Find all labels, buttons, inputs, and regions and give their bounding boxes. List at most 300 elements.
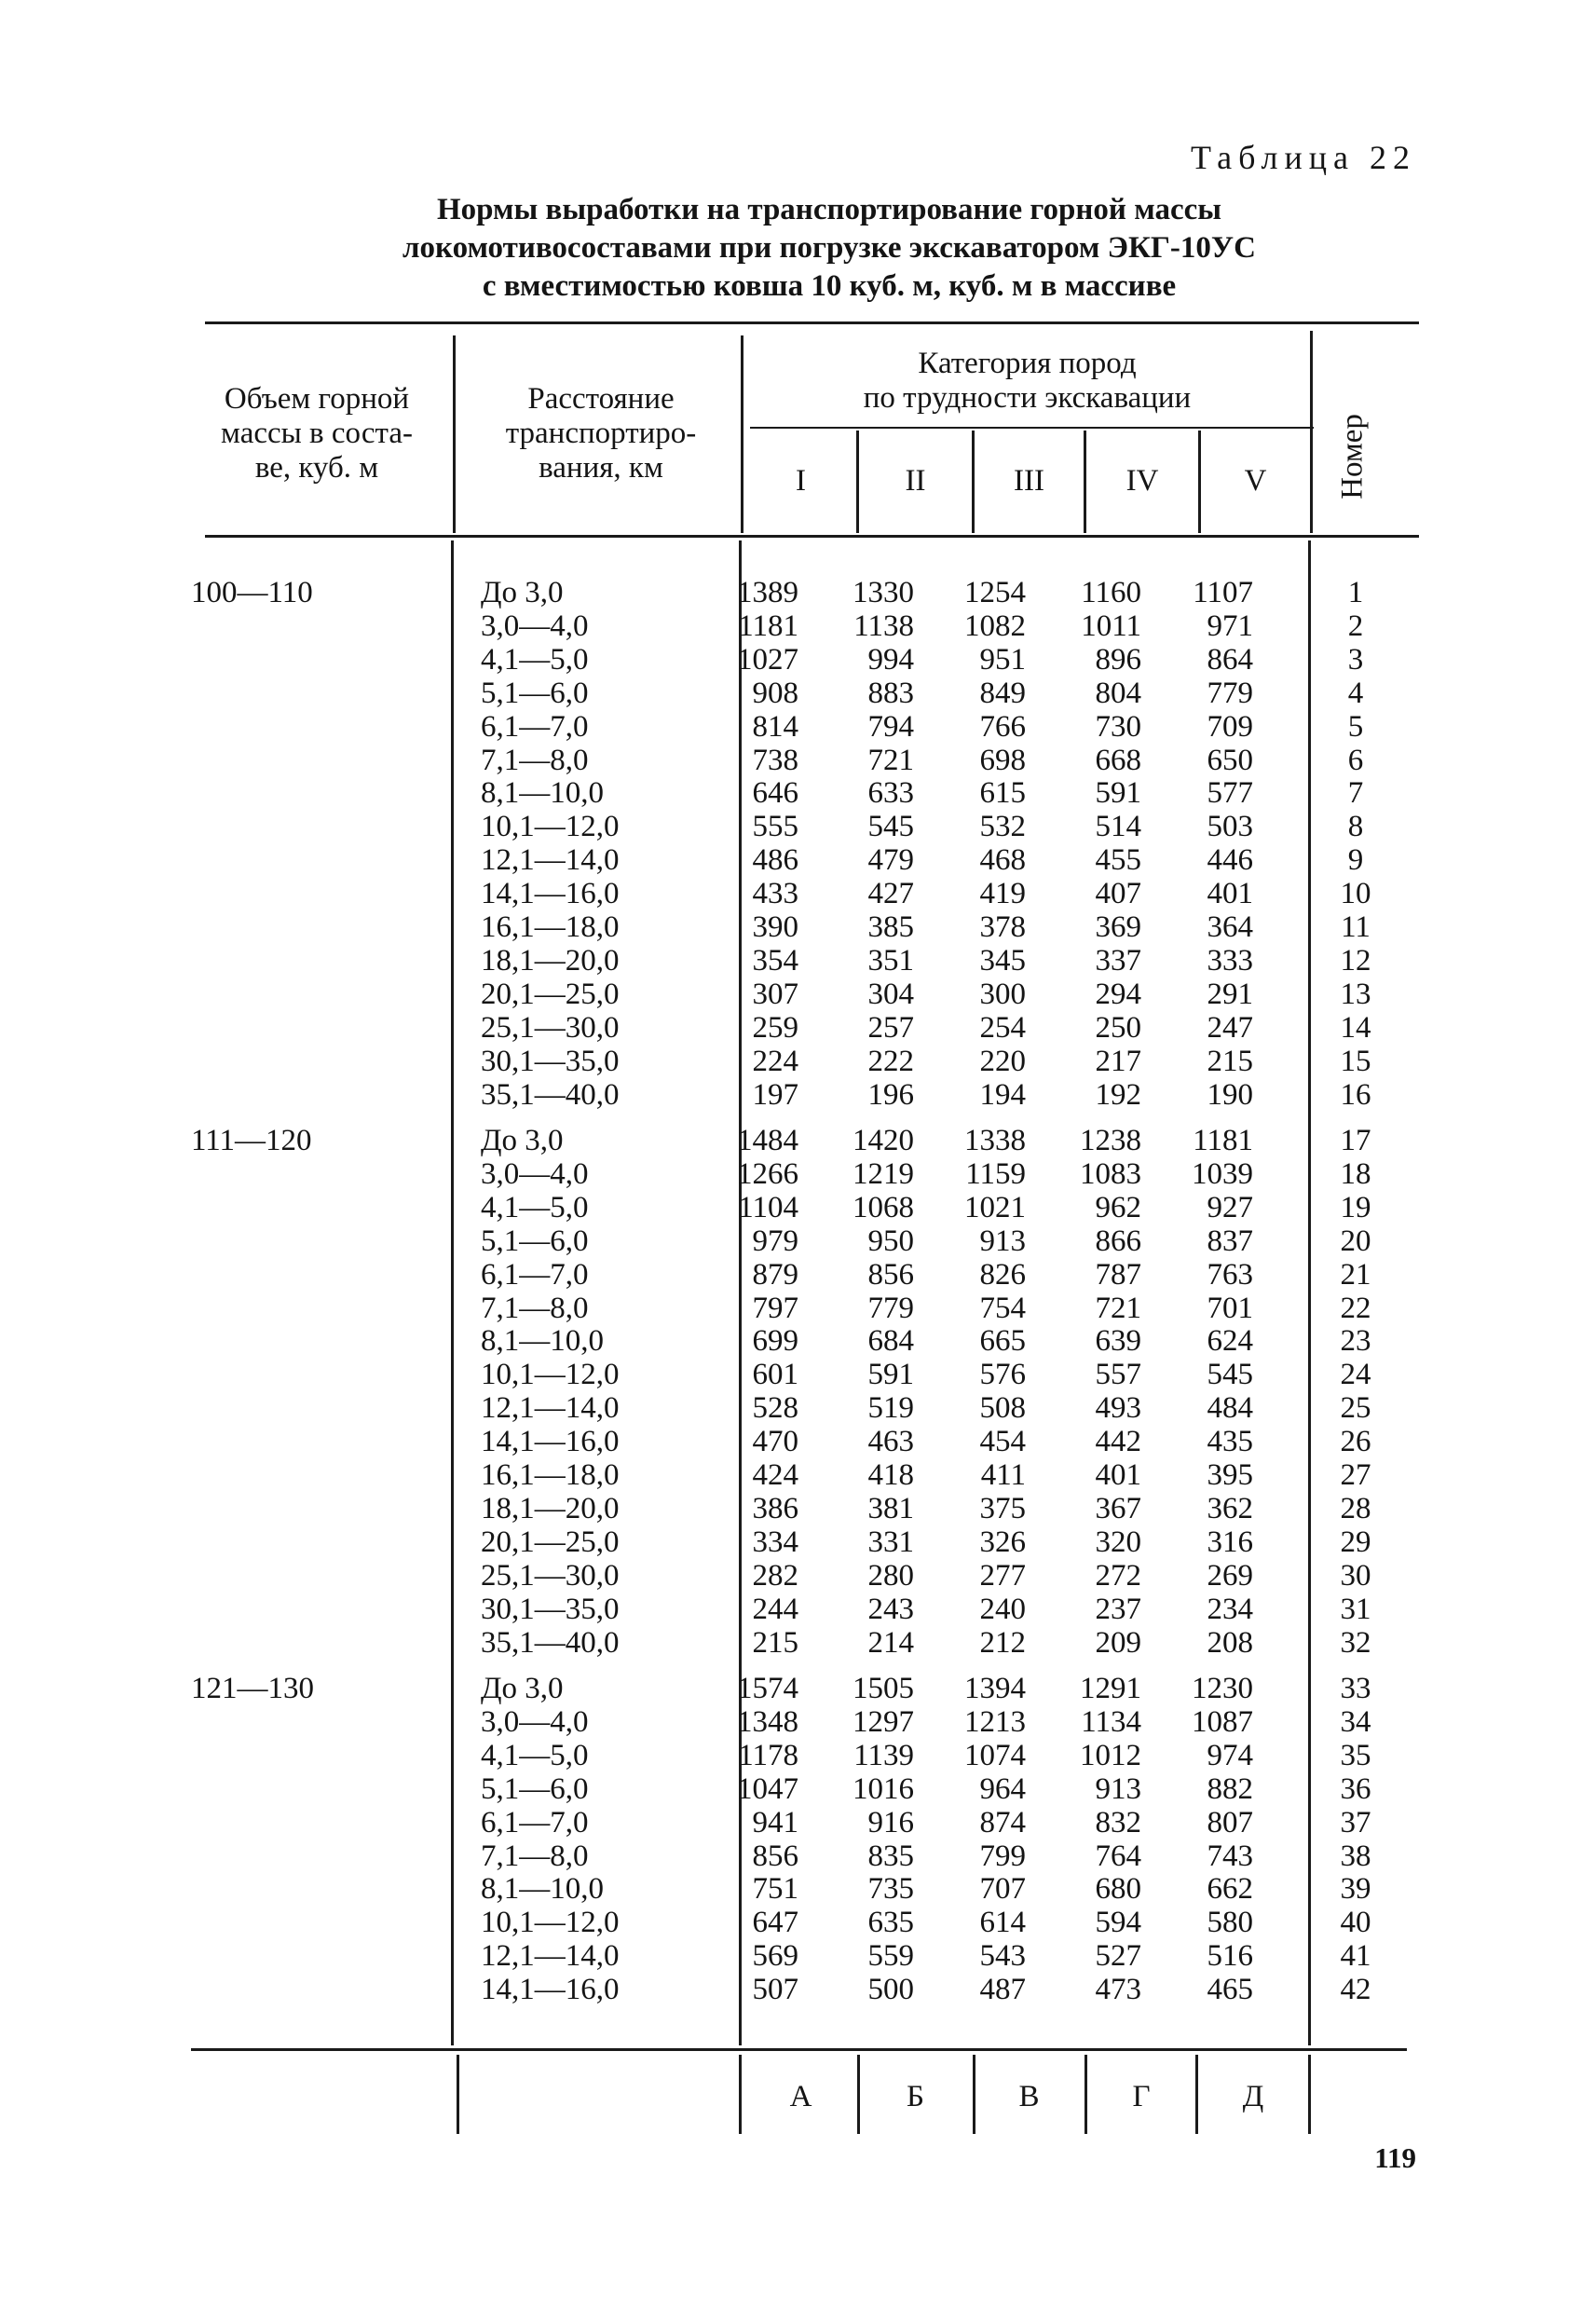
- value-cell: 879: [752, 1257, 798, 1292]
- value-cell: 826: [979, 1257, 1026, 1292]
- value-cell: 1181: [1193, 1124, 1253, 1157]
- distance-cell: До 3,0: [481, 1672, 564, 1705]
- footer-letter-g: Г: [1132, 2080, 1151, 2113]
- value-cell: 779: [867, 1291, 914, 1325]
- value-cell: 282: [752, 1558, 798, 1593]
- value-cell: 465: [1207, 1973, 1253, 2007]
- value-cell: 250: [1095, 1010, 1141, 1045]
- value-cell: 1230: [1192, 1672, 1253, 1705]
- value-cell: 1068: [853, 1190, 914, 1224]
- value-cell: 508: [979, 1391, 1026, 1426]
- value-cell: 699: [752, 1324, 798, 1359]
- row-number: 41: [1340, 1939, 1371, 1974]
- header-category-III: III: [1014, 464, 1044, 498]
- value-cell: 527: [1095, 1939, 1141, 1974]
- row-number: 31: [1340, 1592, 1371, 1626]
- value-cell: 294: [1095, 977, 1141, 1011]
- value-cell: 493: [1095, 1391, 1141, 1426]
- distance-cell: 14,1—16,0: [481, 1425, 620, 1459]
- value-cell: 486: [752, 843, 798, 878]
- value-cell: 964: [979, 1771, 1026, 1806]
- value-cell: 1074: [964, 1738, 1026, 1772]
- row-number: 37: [1340, 1805, 1371, 1839]
- row-number: 19: [1340, 1190, 1371, 1224]
- row-number: 9: [1347, 843, 1364, 878]
- value-cell: 224: [752, 1044, 798, 1078]
- value-cell: 545: [867, 810, 914, 844]
- value-cell: 307: [752, 977, 798, 1011]
- header-divider: [1310, 331, 1313, 533]
- table-bottom-rule: [191, 2048, 1407, 2051]
- value-cell: 516: [1207, 1939, 1253, 1974]
- value-cell: 591: [867, 1358, 914, 1392]
- value-cell: 974: [1207, 1738, 1253, 1772]
- value-cell: 1238: [1080, 1124, 1141, 1157]
- row-number: 27: [1340, 1458, 1371, 1492]
- value-cell: 866: [1095, 1224, 1141, 1258]
- row-number: 18: [1340, 1156, 1371, 1191]
- row-number: 8: [1347, 810, 1364, 844]
- value-cell: 591: [1095, 776, 1141, 811]
- value-cell: 378: [979, 910, 1026, 944]
- distance-cell: 10,1—12,0: [481, 1358, 620, 1392]
- value-cell: 1011: [1081, 609, 1141, 643]
- value-cell: 473: [1095, 1973, 1141, 2007]
- value-cell: 503: [1207, 810, 1253, 844]
- distance-cell: 30,1—35,0: [481, 1044, 620, 1078]
- row-number: 14: [1340, 1010, 1371, 1045]
- value-cell: 237: [1095, 1592, 1141, 1626]
- value-cell: 779: [1207, 676, 1253, 710]
- value-cell: 197: [752, 1077, 798, 1112]
- value-cell: 463: [867, 1425, 914, 1459]
- value-cell: 684: [867, 1324, 914, 1359]
- value-cell: 624: [1207, 1324, 1253, 1359]
- header-divider: [741, 335, 743, 533]
- value-cell: 247: [1207, 1010, 1253, 1045]
- distance-cell: 5,1—6,0: [481, 676, 589, 710]
- value-cell: 913: [979, 1224, 1026, 1258]
- value-cell: 1254: [964, 576, 1026, 609]
- value-cell: 864: [1207, 642, 1253, 677]
- value-cell: 519: [867, 1391, 914, 1426]
- value-cell: 804: [1095, 676, 1141, 710]
- value-cell: 468: [979, 843, 1026, 878]
- row-number: 12: [1340, 943, 1371, 978]
- value-cell: 1134: [1081, 1704, 1141, 1739]
- value-cell: 532: [979, 810, 1026, 844]
- value-cell: 721: [867, 743, 914, 777]
- value-cell: 390: [752, 910, 798, 944]
- value-cell: 1012: [1080, 1738, 1141, 1772]
- category-rule: [750, 427, 1314, 429]
- value-cell: 220: [979, 1044, 1026, 1078]
- distance-cell: 18,1—20,0: [481, 1491, 620, 1525]
- distance-cell: До 3,0: [481, 576, 564, 609]
- value-cell: 766: [979, 709, 1026, 744]
- value-cell: 1021: [964, 1190, 1026, 1224]
- value-cell: 257: [867, 1010, 914, 1045]
- value-cell: 427: [867, 877, 914, 911]
- row-number: 17: [1340, 1124, 1371, 1157]
- value-cell: 647: [752, 1906, 798, 1940]
- value-cell: 418: [867, 1458, 914, 1492]
- value-cell: 650: [1207, 743, 1253, 777]
- header-category: Категория пород по трудности экскавации: [863, 347, 1192, 415]
- value-cell: 446: [1207, 843, 1253, 878]
- value-cell: 927: [1207, 1190, 1253, 1224]
- value-cell: 214: [867, 1625, 914, 1660]
- value-cell: 601: [752, 1358, 798, 1392]
- value-cell: 908: [752, 676, 798, 710]
- value-cell: 243: [867, 1592, 914, 1626]
- value-cell: 1213: [964, 1704, 1026, 1739]
- value-cell: 1420: [853, 1124, 914, 1157]
- value-cell: 614: [979, 1906, 1026, 1940]
- value-cell: 1159: [965, 1156, 1026, 1191]
- header-category-II: II: [905, 464, 926, 498]
- distance-cell: 10,1—12,0: [481, 810, 620, 844]
- value-cell: 807: [1207, 1805, 1253, 1839]
- value-cell: 470: [752, 1425, 798, 1459]
- value-cell: 316: [1207, 1525, 1253, 1559]
- value-cell: 1160: [1081, 576, 1141, 609]
- value-cell: 916: [867, 1805, 914, 1839]
- row-number: 5: [1347, 709, 1364, 744]
- value-cell: 254: [979, 1010, 1026, 1045]
- distance-cell: 5,1—6,0: [481, 1771, 589, 1806]
- value-cell: 837: [1207, 1224, 1253, 1258]
- value-cell: 557: [1095, 1358, 1141, 1392]
- value-cell: 320: [1095, 1525, 1141, 1559]
- value-cell: 401: [1207, 877, 1253, 911]
- row-number: 39: [1340, 1872, 1371, 1907]
- value-cell: 407: [1095, 877, 1141, 911]
- value-cell: 709: [1207, 709, 1253, 744]
- distance-cell: 5,1—6,0: [481, 1224, 589, 1258]
- value-cell: 874: [979, 1805, 1026, 1839]
- value-cell: 569: [752, 1939, 798, 1974]
- volume-range: 100—110: [191, 576, 313, 609]
- footer-letter-v: В: [1018, 2080, 1040, 2113]
- row-number: 16: [1340, 1077, 1371, 1112]
- row-number: 15: [1340, 1044, 1371, 1078]
- value-cell: 479: [867, 843, 914, 878]
- distance-cell: 3,0—4,0: [481, 1156, 589, 1191]
- value-cell: 680: [1095, 1872, 1141, 1907]
- header-number: Номер: [1335, 414, 1370, 499]
- value-cell: 668: [1095, 743, 1141, 777]
- value-cell: 291: [1207, 977, 1253, 1011]
- value-cell: 333: [1207, 943, 1253, 978]
- row-number: 28: [1340, 1491, 1371, 1525]
- value-cell: 326: [979, 1525, 1026, 1559]
- value-cell: 194: [979, 1077, 1026, 1112]
- value-cell: 272: [1095, 1558, 1141, 1593]
- value-cell: 217: [1095, 1044, 1141, 1078]
- column-divider: [451, 540, 454, 2045]
- value-cell: 1047: [737, 1771, 798, 1806]
- distance-cell: До 3,0: [481, 1124, 564, 1157]
- value-cell: 280: [867, 1558, 914, 1593]
- value-cell: 1484: [737, 1124, 798, 1157]
- value-cell: 381: [867, 1491, 914, 1525]
- header-top-rule: [205, 321, 1419, 324]
- value-cell: 209: [1095, 1625, 1141, 1660]
- value-cell: 1348: [737, 1704, 798, 1739]
- column-divider: [1308, 540, 1311, 2045]
- value-cell: 701: [1207, 1291, 1253, 1325]
- footer-divider: [1308, 2055, 1311, 2134]
- distance-cell: 14,1—16,0: [481, 1973, 620, 2007]
- distance-cell: 20,1—25,0: [481, 977, 620, 1011]
- header-bottom-rule: [205, 535, 1419, 538]
- header-divider: [453, 335, 456, 533]
- value-cell: 190: [1207, 1077, 1253, 1112]
- row-number: 7: [1347, 776, 1364, 811]
- value-cell: 269: [1207, 1558, 1253, 1593]
- value-cell: 896: [1095, 642, 1141, 677]
- value-cell: 1039: [1192, 1156, 1253, 1191]
- distance-cell: 8,1—10,0: [481, 776, 604, 811]
- distance-cell: 25,1—30,0: [481, 1558, 620, 1593]
- distance-cell: 4,1—5,0: [481, 1738, 589, 1772]
- value-cell: 375: [979, 1491, 1026, 1525]
- value-cell: 763: [1207, 1257, 1253, 1292]
- header-category-IV: IV: [1125, 464, 1159, 498]
- value-cell: 794: [867, 709, 914, 744]
- title-line: локомотивосоставами при погрузке экскаватором ЭКГ-10УС: [402, 231, 1256, 265]
- row-number: 20: [1340, 1224, 1371, 1258]
- value-cell: 345: [979, 943, 1026, 978]
- distance-cell: 7,1—8,0: [481, 743, 589, 777]
- value-cell: 738: [752, 743, 798, 777]
- value-cell: 367: [1095, 1491, 1141, 1525]
- value-cell: 994: [867, 642, 914, 677]
- row-number: 33: [1340, 1672, 1371, 1705]
- value-cell: 1027: [737, 642, 798, 677]
- distance-cell: 16,1—18,0: [481, 1458, 620, 1492]
- value-cell: 856: [752, 1839, 798, 1873]
- distance-cell: 6,1—7,0: [481, 1257, 589, 1292]
- value-cell: 212: [979, 1625, 1026, 1660]
- distance-cell: 4,1—5,0: [481, 642, 589, 677]
- row-number: 26: [1340, 1425, 1371, 1459]
- value-cell: 962: [1095, 1190, 1141, 1224]
- row-number: 29: [1340, 1525, 1371, 1559]
- distance-cell: 6,1—7,0: [481, 709, 589, 744]
- distance-cell: 35,1—40,0: [481, 1077, 620, 1112]
- value-cell: 1107: [1193, 576, 1253, 609]
- distance-cell: 12,1—14,0: [481, 1391, 620, 1426]
- footer-letter-d: Д: [1242, 2080, 1264, 2113]
- value-cell: 1082: [964, 609, 1026, 643]
- distance-cell: 6,1—7,0: [481, 1805, 589, 1839]
- value-cell: 730: [1095, 709, 1141, 744]
- value-cell: 454: [979, 1425, 1026, 1459]
- distance-cell: 30,1—35,0: [481, 1592, 620, 1626]
- value-cell: 633: [867, 776, 914, 811]
- value-cell: 835: [867, 1839, 914, 1873]
- row-number: 21: [1340, 1257, 1371, 1292]
- value-cell: 1574: [737, 1672, 798, 1705]
- value-cell: 514: [1095, 810, 1141, 844]
- distance-cell: 20,1—25,0: [481, 1525, 620, 1559]
- footer-letter-b: Б: [907, 2080, 924, 2113]
- value-cell: 351: [867, 943, 914, 978]
- value-cell: 300: [979, 977, 1026, 1011]
- value-cell: 304: [867, 977, 914, 1011]
- value-cell: 665: [979, 1324, 1026, 1359]
- value-cell: 364: [1207, 910, 1253, 944]
- value-cell: 639: [1095, 1324, 1141, 1359]
- value-cell: 662: [1207, 1872, 1253, 1907]
- row-number: 11: [1341, 910, 1371, 944]
- value-cell: 433: [752, 877, 798, 911]
- header-distance: Расстояние транспортиро- вания, км: [505, 382, 697, 485]
- value-cell: 1178: [738, 1738, 798, 1772]
- value-cell: 1297: [853, 1704, 914, 1739]
- value-cell: 941: [752, 1805, 798, 1839]
- value-cell: 814: [752, 709, 798, 744]
- value-cell: 455: [1095, 843, 1141, 878]
- value-cell: 883: [867, 676, 914, 710]
- value-cell: 979: [752, 1224, 798, 1258]
- value-cell: 751: [752, 1872, 798, 1907]
- volume-range: 111—120: [191, 1124, 312, 1157]
- distance-cell: 10,1—12,0: [481, 1906, 620, 1940]
- distance-cell: 3,0—4,0: [481, 1704, 589, 1739]
- value-cell: 635: [867, 1906, 914, 1940]
- distance-cell: 8,1—10,0: [481, 1872, 604, 1907]
- header-category-I: I: [796, 464, 806, 498]
- value-cell: 1138: [853, 609, 914, 643]
- distance-cell: 14,1—16,0: [481, 877, 620, 911]
- value-cell: 1330: [853, 576, 914, 609]
- value-cell: 1338: [964, 1124, 1026, 1157]
- value-cell: 951: [979, 642, 1026, 677]
- value-cell: 577: [1207, 776, 1253, 811]
- row-number: 13: [1340, 977, 1371, 1011]
- value-cell: 386: [752, 1491, 798, 1525]
- value-cell: 1087: [1192, 1704, 1253, 1739]
- distance-cell: 25,1—30,0: [481, 1010, 620, 1045]
- value-cell: 419: [979, 877, 1026, 911]
- footer-divider: [457, 2055, 459, 2134]
- value-cell: 385: [867, 910, 914, 944]
- value-cell: 244: [752, 1592, 798, 1626]
- row-number: 30: [1340, 1558, 1371, 1593]
- value-cell: 580: [1207, 1906, 1253, 1940]
- value-cell: 1016: [853, 1771, 914, 1806]
- value-cell: 576: [979, 1358, 1026, 1392]
- value-cell: 754: [979, 1291, 1026, 1325]
- footer-divider: [739, 2055, 742, 2134]
- value-cell: 362: [1207, 1491, 1253, 1525]
- value-cell: 435: [1207, 1425, 1253, 1459]
- value-cell: 764: [1095, 1839, 1141, 1873]
- row-number: 10: [1340, 877, 1371, 911]
- distance-cell: 12,1—14,0: [481, 843, 620, 878]
- value-cell: 424: [752, 1458, 798, 1492]
- header-volume: Объем горной массы в соста- ве, куб. м: [221, 382, 413, 485]
- value-cell: 334: [752, 1525, 798, 1559]
- value-cell: 1181: [738, 609, 798, 643]
- value-cell: 401: [1095, 1458, 1141, 1492]
- header-category-V: V: [1244, 464, 1267, 498]
- value-cell: 849: [979, 676, 1026, 710]
- distance-cell: 8,1—10,0: [481, 1324, 604, 1359]
- value-cell: 215: [1207, 1044, 1253, 1078]
- row-number: 32: [1340, 1625, 1371, 1660]
- value-cell: 215: [752, 1625, 798, 1660]
- value-cell: 707: [979, 1872, 1026, 1907]
- row-number: 38: [1340, 1839, 1371, 1873]
- value-cell: 787: [1095, 1257, 1141, 1292]
- value-cell: 971: [1207, 609, 1253, 643]
- value-cell: 507: [752, 1973, 798, 2007]
- value-cell: 411: [980, 1458, 1026, 1492]
- value-cell: 208: [1207, 1625, 1253, 1660]
- value-cell: 395: [1207, 1458, 1253, 1492]
- row-number: 25: [1340, 1391, 1371, 1426]
- distance-cell: 3,0—4,0: [481, 609, 589, 643]
- table-title: [186, 191, 1472, 306]
- distance-cell: 16,1—18,0: [481, 910, 620, 944]
- value-cell: 500: [867, 1973, 914, 2007]
- value-cell: 698: [979, 743, 1026, 777]
- value-cell: 1266: [737, 1156, 798, 1191]
- distance-cell: 35,1—40,0: [481, 1625, 620, 1660]
- row-number: 42: [1340, 1973, 1371, 2007]
- value-cell: 1505: [853, 1672, 914, 1705]
- value-cell: 559: [867, 1939, 914, 1974]
- value-cell: 528: [752, 1391, 798, 1426]
- title-line: с вместимостью ковша 10 куб. м, куб. м в массиве: [482, 269, 1177, 303]
- value-cell: 799: [979, 1839, 1026, 1873]
- volume-range: 121—130: [191, 1672, 314, 1705]
- row-number: 1: [1347, 576, 1364, 609]
- distance-cell: 12,1—14,0: [481, 1939, 620, 1974]
- row-number: 2: [1347, 609, 1364, 643]
- value-cell: 487: [979, 1973, 1026, 2007]
- value-cell: 484: [1207, 1391, 1253, 1426]
- value-cell: 222: [867, 1044, 914, 1078]
- title-line: Нормы выработки на транспортирование горной массы: [437, 193, 1221, 226]
- row-number: 3: [1347, 642, 1364, 677]
- value-cell: 354: [752, 943, 798, 978]
- row-number: 40: [1340, 1906, 1371, 1940]
- row-number: 36: [1340, 1771, 1371, 1806]
- value-cell: 331: [867, 1525, 914, 1559]
- value-cell: 545: [1207, 1358, 1253, 1392]
- value-cell: 543: [979, 1939, 1026, 1974]
- value-cell: 337: [1095, 943, 1141, 978]
- value-cell: 1389: [737, 576, 798, 609]
- distance-cell: 4,1—5,0: [481, 1190, 589, 1224]
- value-cell: 442: [1095, 1425, 1141, 1459]
- value-cell: 369: [1095, 910, 1141, 944]
- value-cell: 196: [867, 1077, 914, 1112]
- value-cell: 856: [867, 1257, 914, 1292]
- value-cell: 277: [979, 1558, 1026, 1593]
- value-cell: 882: [1207, 1771, 1253, 1806]
- row-number: 24: [1340, 1358, 1371, 1392]
- value-cell: 259: [752, 1010, 798, 1045]
- value-cell: 1083: [1080, 1156, 1141, 1191]
- value-cell: 913: [1095, 1771, 1141, 1806]
- distance-cell: 7,1—8,0: [481, 1291, 589, 1325]
